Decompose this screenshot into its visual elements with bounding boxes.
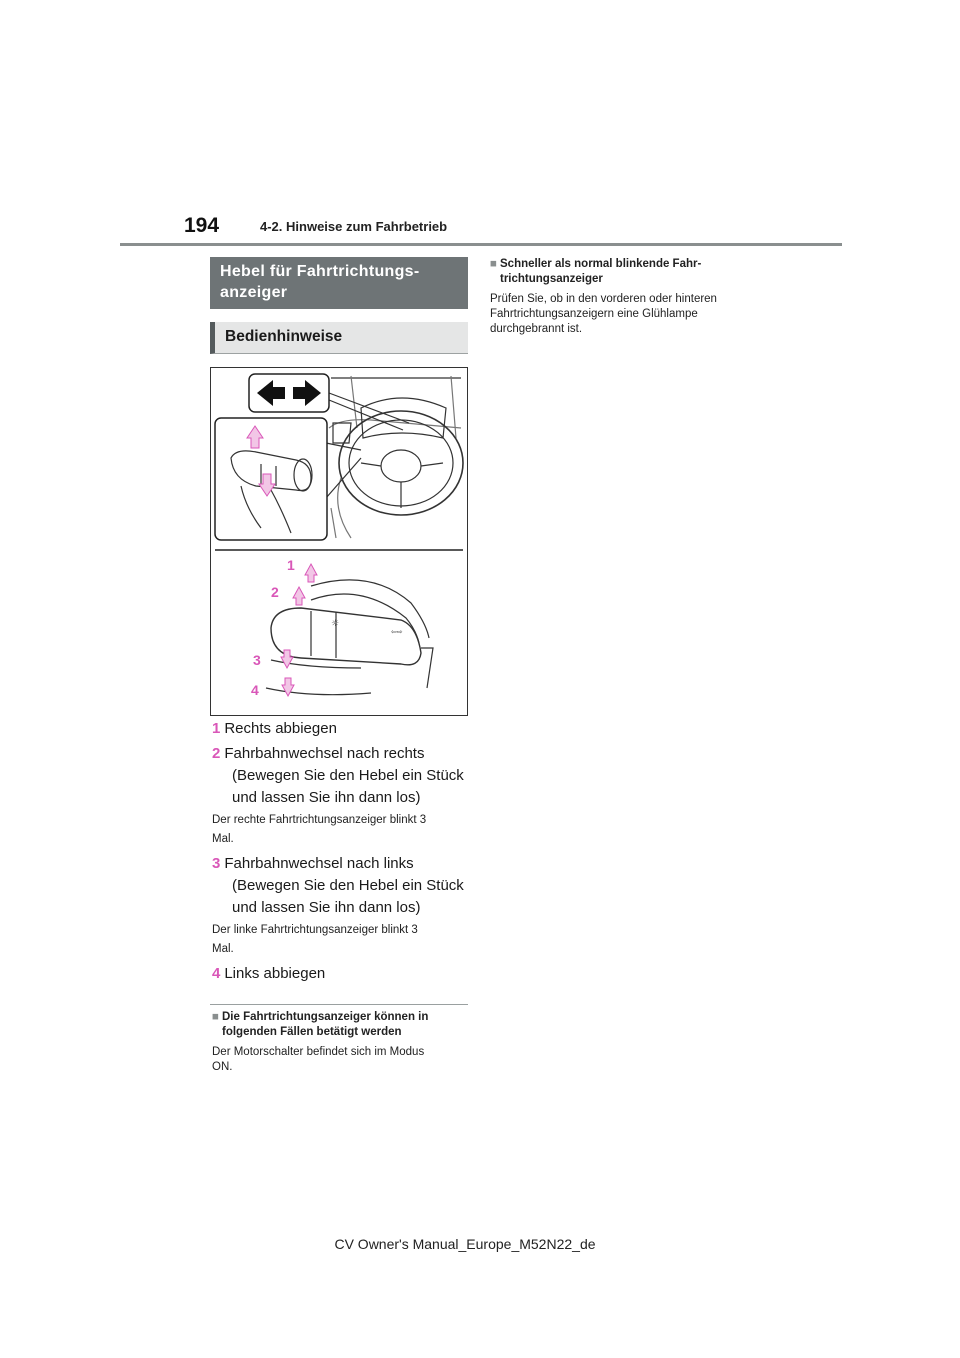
- heading-line: trichtungsanzeiger: [500, 273, 603, 285]
- info-heading: [490, 257, 760, 287]
- body-line: durchgebrannt ist.: [490, 323, 583, 335]
- illustration-svg: [211, 368, 467, 715]
- section-title: [210, 257, 468, 309]
- item-2-continuation-2: und lassen Sie ihn dann los): [232, 789, 421, 806]
- note-line: Der linke Fahrtrichtungsanzeiger blinkt 3: [212, 924, 418, 936]
- body-line: ON.: [212, 1061, 233, 1073]
- arrow-position-2: [293, 587, 305, 605]
- figure-label-4: 4: [251, 682, 259, 698]
- info-block-operation-conditions: [212, 1010, 472, 1075]
- item-number: 2: [212, 745, 221, 762]
- info-body: [490, 292, 760, 337]
- body-line: Fahrtrichtungsanzeigern eine Glühlampe: [490, 308, 698, 320]
- list-item-4: [212, 963, 325, 985]
- footer-text: CV Owner's Manual_Europe_M52N22_de: [334, 1236, 596, 1252]
- section-divider: [210, 1004, 468, 1005]
- turn-signal-lever-illustration: [210, 367, 468, 716]
- list-item-3: [212, 853, 414, 875]
- lever-detail: [266, 580, 433, 695]
- heading-line: folgenden Fällen betätigt werden: [222, 1026, 402, 1038]
- figure-label-2: 2: [271, 584, 279, 600]
- info-block-fast-blinking: [490, 257, 760, 337]
- item-text: Fahrbahnwechsel nach rechts: [224, 745, 425, 762]
- arrow-position-4: [282, 678, 294, 696]
- list-item-2: [212, 743, 424, 765]
- footer: [0, 1236, 960, 1252]
- page-number: 194: [184, 214, 220, 237]
- info-body: [212, 1045, 472, 1075]
- square-bullet-icon: ■: [490, 258, 497, 270]
- item-number: 1: [212, 720, 221, 737]
- note-line: Mal.: [212, 943, 234, 955]
- subsection-title: Bedienhinweise: [210, 322, 468, 354]
- item-text: Fahrbahnwechsel nach links: [224, 855, 414, 872]
- body-line: Prüfen Sie, ob in den vorderen oder hinteren: [490, 293, 717, 305]
- item-2-continuation-1: (Bewegen Sie den Hebel ein Stück: [232, 767, 464, 784]
- figure-label-1: 1: [287, 557, 295, 573]
- section-reference: 4-2. Hinweise zum Fahrbetrieb: [260, 219, 448, 234]
- turn-indicator-icon: ⇦⇨: [391, 628, 403, 636]
- heading-line: Die Fahrtrichtungsanzeiger können in: [222, 1011, 429, 1023]
- item-text: Links abbiegen: [224, 965, 326, 982]
- section-title-line2: anzeiger: [220, 284, 288, 301]
- item-number: 3: [212, 855, 221, 872]
- figure-label-3: 3: [253, 652, 261, 668]
- arrow-position-1: [305, 564, 317, 582]
- light-icon: ☼: [331, 619, 340, 629]
- list-item-1: [212, 718, 337, 740]
- note-line: Mal.: [212, 833, 234, 845]
- note-line: Der rechte Fahrtrichtungsanzeiger blinkt 3: [212, 814, 427, 826]
- header-rule: [120, 243, 842, 246]
- body-line: Der Motorschalter befindet sich im Modus: [212, 1046, 425, 1058]
- heading-line: Schneller als normal blinkende Fahr-: [500, 258, 702, 270]
- section-title-line1: Hebel für Fahrtrichtungs-: [220, 263, 420, 280]
- square-bullet-icon: ■: [212, 1011, 219, 1023]
- info-heading: [212, 1010, 472, 1040]
- item-3-continuation-1: (Bewegen Sie den Hebel ein Stück: [232, 877, 464, 894]
- note-right-signal: [212, 811, 470, 849]
- item-3-continuation-2: und lassen Sie ihn dann los): [232, 899, 421, 916]
- item-text: Rechts abbiegen: [224, 720, 337, 737]
- note-left-signal: [212, 921, 470, 959]
- item-number: 4: [212, 965, 221, 982]
